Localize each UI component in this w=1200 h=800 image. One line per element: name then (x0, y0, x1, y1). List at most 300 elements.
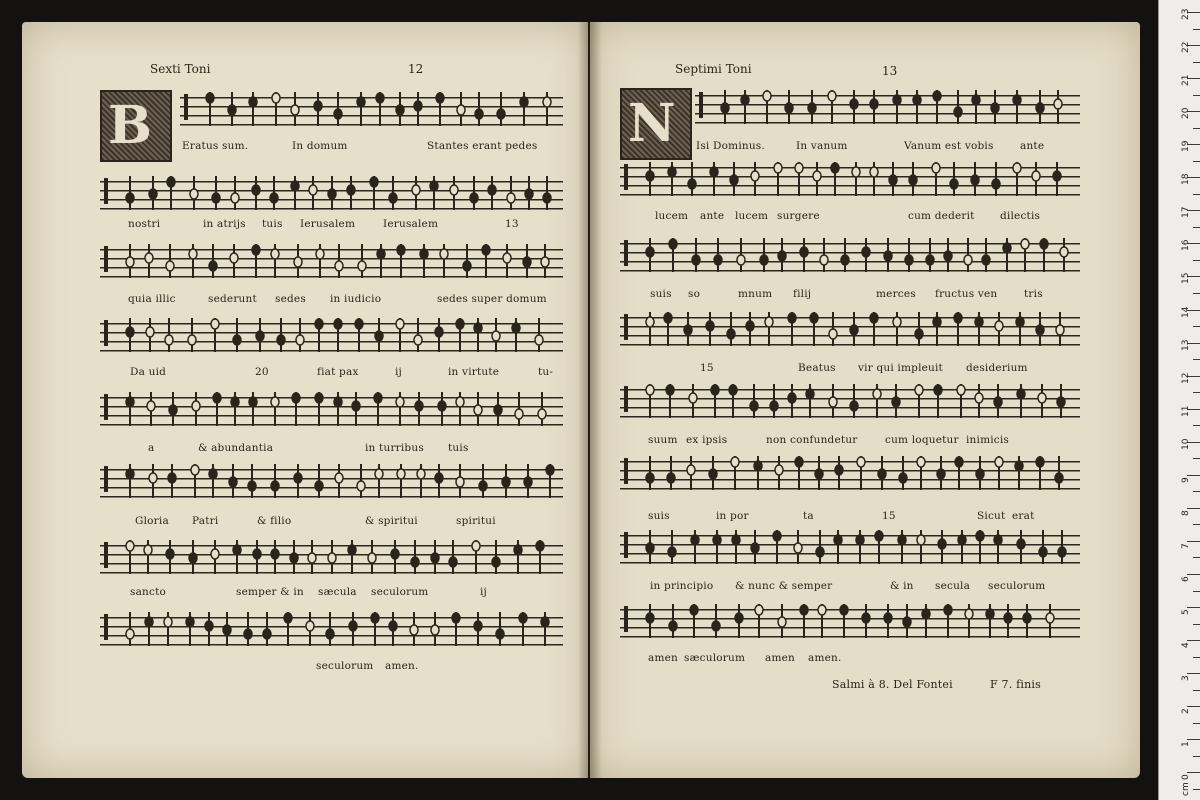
right-staff-4 (620, 310, 1080, 348)
note-mark (668, 162, 676, 196)
note-mark (431, 540, 439, 574)
note-mark (206, 92, 214, 126)
note-mark (374, 392, 382, 426)
note-mark (396, 318, 404, 352)
ruler-number: 22 (1181, 41, 1191, 54)
note-mark (126, 392, 134, 426)
note-mark (252, 176, 260, 210)
ruler-unit: cm (1181, 782, 1191, 796)
note-mark (944, 604, 952, 638)
note-mark (1060, 238, 1068, 272)
left-lyric-1-1: Eratus sum. (182, 140, 249, 152)
note-mark (932, 162, 940, 196)
note-mark (992, 162, 1000, 196)
ruler-tick (1193, 293, 1200, 294)
note-mark (1055, 456, 1063, 490)
note-mark (899, 456, 907, 490)
note-mark (711, 384, 719, 418)
note-mark (435, 464, 443, 498)
right-lyric-7-1: in principio (650, 580, 714, 592)
note-mark (253, 540, 261, 574)
note-mark (870, 90, 878, 124)
note-mark (1046, 604, 1054, 638)
right-staff-5 (620, 382, 1080, 420)
note-mark (1017, 530, 1025, 564)
clef-mark (104, 614, 108, 640)
note-mark (334, 392, 342, 426)
ruler-tick (1193, 194, 1200, 195)
note-mark (873, 384, 881, 418)
note-mark (763, 90, 771, 124)
ruler-number: 10 (1181, 438, 1191, 450)
note-mark (144, 540, 152, 574)
ruler-tick (1193, 260, 1200, 261)
note-mark (126, 244, 134, 278)
right-lyric-6-5: Sicut (977, 510, 1006, 522)
note-mark (292, 392, 300, 426)
note-mark (189, 244, 197, 278)
ruler-number: 8 (1181, 510, 1191, 516)
right-lyric-5-3: non confundetur (766, 434, 858, 446)
left-staff-3 (100, 242, 563, 280)
note-mark (541, 244, 549, 278)
right-lyric-5-5: inimicis (966, 434, 1010, 446)
note-mark (788, 384, 796, 418)
note-mark (291, 176, 299, 210)
note-mark (249, 392, 257, 426)
left-decorated-initial: B (100, 90, 172, 162)
left-staff-7 (100, 538, 563, 576)
note-mark (541, 612, 549, 646)
note-mark (870, 162, 878, 196)
left-lyric-4-6: tu- (538, 366, 554, 378)
note-mark (909, 162, 917, 196)
note-mark (1016, 312, 1024, 346)
clef-mark (624, 240, 628, 266)
ruler-tick (1187, 475, 1200, 476)
ruler-number: 23 (1181, 8, 1191, 20)
left-lyric-4-4: ij (395, 366, 403, 378)
right-lyric-2-1: lucem (655, 210, 689, 222)
note-mark (456, 464, 464, 498)
note-mark (436, 92, 444, 126)
note-mark (358, 244, 366, 278)
note-mark (391, 540, 399, 574)
note-mark (536, 540, 544, 574)
note-mark (456, 318, 464, 352)
note-mark (710, 162, 718, 196)
left-lyric-6-4: & spiritui (365, 515, 418, 527)
note-mark (397, 464, 405, 498)
clef-mark (104, 178, 108, 204)
note-mark (934, 384, 942, 418)
note-mark (991, 90, 999, 124)
note-mark (164, 612, 172, 646)
note-mark (806, 384, 814, 418)
note-mark (884, 604, 892, 638)
note-mark (741, 90, 749, 124)
note-mark (430, 176, 438, 210)
note-mark (431, 612, 439, 646)
note-mark (355, 318, 363, 352)
clef-mark (624, 314, 628, 340)
note-mark (915, 312, 923, 346)
left-lyric-4-2: 20 (255, 366, 269, 378)
note-mark (290, 540, 298, 574)
note-mark (884, 238, 892, 272)
note-mark (472, 540, 480, 574)
note-mark (463, 244, 471, 278)
ruler-tick (1187, 706, 1200, 707)
note-mark (126, 318, 134, 352)
note-mark (666, 384, 674, 418)
note-mark (755, 604, 763, 638)
staff-notes (100, 386, 563, 432)
clef-mark (624, 164, 628, 190)
note-mark (765, 312, 773, 346)
note-mark (828, 90, 836, 124)
note-mark (417, 464, 425, 498)
ruler-tick (1193, 723, 1200, 724)
note-mark (412, 176, 420, 210)
note-mark (856, 530, 864, 564)
note-mark (850, 312, 858, 346)
note-mark (223, 612, 231, 646)
left-lyric-1-2: In domum (292, 140, 348, 152)
note-mark (917, 456, 925, 490)
note-mark (186, 612, 194, 646)
note-mark (452, 612, 460, 646)
note-mark (168, 464, 176, 498)
right-lyric-5-2: ex ipsis (686, 434, 728, 446)
right-lyric-2-4: surgere (777, 210, 820, 222)
note-mark (212, 176, 220, 210)
note-mark (958, 530, 966, 564)
right-page-number: 13 (882, 64, 898, 78)
note-mark (862, 604, 870, 638)
note-mark (438, 392, 446, 426)
ruler-tick (1193, 756, 1200, 757)
note-mark (712, 604, 720, 638)
right-lyric-3-3: mnum (738, 288, 773, 300)
note-mark (735, 604, 743, 638)
ruler-tick (1187, 541, 1200, 542)
ruler-number: 12 (1181, 372, 1191, 384)
note-mark (291, 92, 299, 126)
note-mark (646, 604, 654, 638)
note-mark (470, 176, 478, 210)
note-mark (972, 90, 980, 124)
left-lyric-7-2: semper & in (236, 586, 304, 598)
ruler-tick (1193, 62, 1200, 63)
right-lyric-5-4: cum loquetur (885, 434, 959, 446)
ruler-number: 0 (1181, 774, 1191, 781)
note-mark (778, 238, 786, 272)
note-mark (233, 540, 241, 574)
note-mark (1004, 604, 1012, 638)
clef-mark (699, 92, 703, 118)
ruler-tick (1187, 607, 1200, 608)
right-lyric-3-6: fructus ven (935, 288, 998, 300)
staff-notes (180, 86, 563, 132)
note-mark (496, 612, 504, 646)
book-gutter (578, 22, 602, 778)
note-mark (813, 162, 821, 196)
note-mark (785, 90, 793, 124)
note-mark (1057, 384, 1065, 418)
ruler-number: 9 (1181, 477, 1191, 483)
ruler-number: 6 (1181, 576, 1191, 582)
note-mark (1021, 238, 1029, 272)
left-page-number: 12 (408, 62, 424, 76)
note-mark (795, 162, 803, 196)
note-mark (1054, 90, 1062, 124)
note-mark (646, 384, 654, 418)
note-mark (277, 318, 285, 352)
right-lyric-1-3: Vanum est vobis (904, 140, 994, 152)
note-mark (546, 464, 554, 498)
note-mark (248, 464, 256, 498)
note-mark (308, 540, 316, 574)
note-mark (688, 162, 696, 196)
note-mark (913, 90, 921, 124)
left-lyric-3-2: sederunt (208, 293, 257, 305)
note-mark (870, 312, 878, 346)
left-lyric-5-2: & abundantia (198, 442, 274, 454)
note-mark (684, 312, 692, 346)
clef-mark (624, 386, 628, 412)
right-lyric-7-4: secula (935, 580, 971, 592)
note-mark (515, 392, 523, 426)
note-mark (955, 456, 963, 490)
note-mark (964, 238, 972, 272)
ruler-tick (1193, 491, 1200, 492)
note-mark (818, 604, 826, 638)
staff-notes (100, 238, 563, 284)
ruler-number: 16 (1181, 239, 1191, 252)
note-mark (965, 604, 973, 638)
note-mark (271, 244, 279, 278)
note-mark (982, 238, 990, 272)
right-lyric-6-2: in por (716, 510, 749, 522)
note-mark (893, 90, 901, 124)
note-mark (389, 612, 397, 646)
note-mark (535, 318, 543, 352)
note-mark (165, 318, 173, 352)
note-mark (729, 384, 737, 418)
note-mark (850, 90, 858, 124)
note-mark (328, 176, 336, 210)
clef-mark (104, 320, 108, 346)
clef-mark (104, 246, 108, 272)
note-mark (126, 176, 134, 210)
note-mark (669, 238, 677, 272)
staff-notes (620, 232, 1080, 278)
note-mark (335, 244, 343, 278)
note-mark (829, 384, 837, 418)
left-lyric-8-2: amen. (385, 660, 419, 672)
ruler-tick (1193, 624, 1200, 625)
note-mark (810, 312, 818, 346)
left-staff-5 (100, 390, 563, 428)
right-lyric-8-3: amen (765, 652, 795, 664)
note-mark (1013, 162, 1021, 196)
note-mark (497, 92, 505, 126)
note-mark (1023, 604, 1031, 638)
note-mark (377, 244, 385, 278)
ruler-number: 1 (1181, 741, 1191, 748)
note-mark (167, 176, 175, 210)
note-mark (1036, 312, 1044, 346)
left-lyric-4-3: fiat pax (317, 366, 359, 378)
note-mark (850, 384, 858, 418)
right-lyric-4-2: Beatus (798, 362, 836, 374)
note-mark (995, 312, 1003, 346)
note-mark (903, 604, 911, 638)
ruler-number: 11 (1181, 405, 1191, 417)
note-mark (189, 540, 197, 574)
note-mark (492, 540, 500, 574)
note-mark (231, 392, 239, 426)
note-mark (270, 176, 278, 210)
staff-notes (620, 306, 1080, 352)
left-header: Sexti Toni (150, 62, 211, 76)
right-lyric-2-5: cum dederit (908, 210, 975, 222)
right-lyric-4-4: desiderium (966, 362, 1028, 374)
right-footer-signature: F 7. finis (990, 678, 1041, 691)
note-mark (450, 176, 458, 210)
right-lyric-2-3: lucem (735, 210, 769, 222)
right-lyric-3-2: so (688, 288, 701, 300)
note-mark (352, 392, 360, 426)
note-mark (502, 464, 510, 498)
note-mark (326, 612, 334, 646)
ruler-number: 5 (1181, 609, 1191, 616)
note-mark (926, 238, 934, 272)
note-mark (646, 312, 654, 346)
staff-notes (620, 156, 1080, 202)
note-mark (294, 244, 302, 278)
ruler-number: 4 (1181, 642, 1191, 649)
right-decorated-initial: N (620, 88, 692, 160)
note-mark (488, 176, 496, 210)
left-staff-6 (100, 462, 563, 500)
note-mark (375, 464, 383, 498)
right-lyric-1-2: In vanum (796, 140, 848, 152)
note-mark (169, 392, 177, 426)
note-mark (800, 238, 808, 272)
ruler-tick (1187, 508, 1200, 509)
note-mark (714, 238, 722, 272)
note-mark (727, 312, 735, 346)
right-staff-1 (695, 88, 1080, 126)
note-mark (256, 318, 264, 352)
clef-mark (104, 466, 108, 492)
right-staff-7 (620, 528, 1080, 566)
note-mark (841, 238, 849, 272)
ruler-tick (1193, 690, 1200, 691)
staff-notes (620, 524, 1080, 570)
note-mark (146, 318, 154, 352)
note-mark (1056, 312, 1064, 346)
note-mark (1036, 456, 1044, 490)
note-mark (475, 92, 483, 126)
note-mark (834, 530, 842, 564)
left-lyric-4-5: in virtute (448, 366, 500, 378)
note-mark (328, 540, 336, 574)
left-lyric-3-1: quia illic (128, 293, 176, 305)
note-mark (646, 530, 654, 564)
note-mark (933, 90, 941, 124)
left-lyric-3-5: sedes super domum (437, 293, 547, 305)
right-lyric-3-7: tris (1024, 288, 1043, 300)
note-mark (917, 530, 925, 564)
ruler-number: 21 (1181, 74, 1191, 87)
note-mark (543, 176, 551, 210)
clef-mark (624, 532, 628, 558)
note-mark (420, 244, 428, 278)
note-mark (370, 176, 378, 210)
right-lyric-6-4: 15 (882, 510, 896, 522)
note-mark (1053, 162, 1061, 196)
note-mark (512, 318, 520, 352)
note-mark (126, 540, 134, 574)
note-mark (1058, 530, 1066, 564)
note-mark (371, 612, 379, 646)
right-lyric-7-5: seculorum (988, 580, 1046, 592)
note-mark (788, 312, 796, 346)
ruler-tick (1187, 673, 1200, 674)
note-mark (335, 464, 343, 498)
staff-notes (695, 84, 1080, 130)
note-mark (309, 176, 317, 210)
note-mark (831, 162, 839, 196)
note-mark (414, 92, 422, 126)
right-lyric-3-1: suis (650, 288, 672, 300)
note-mark (835, 456, 843, 490)
note-mark (669, 604, 677, 638)
left-lyric-7-5: ij (480, 586, 488, 598)
ruler-tick (1193, 789, 1200, 790)
note-mark (687, 456, 695, 490)
ruler-number: 3 (1181, 675, 1191, 682)
note-mark (191, 464, 199, 498)
note-mark (389, 176, 397, 210)
note-mark (294, 464, 302, 498)
note-mark (306, 612, 314, 646)
note-mark (397, 244, 405, 278)
left-lyric-3-4: in iudicio (330, 293, 382, 305)
right-lyric-4-1: 15 (700, 362, 714, 374)
note-mark (514, 540, 522, 574)
right-lyric-8-2: sæculorum (684, 652, 746, 664)
note-mark (1039, 530, 1047, 564)
note-mark (775, 456, 783, 490)
note-mark (975, 384, 983, 418)
note-mark (986, 604, 994, 638)
ruler-number: 20 (1181, 107, 1191, 120)
note-mark (314, 92, 322, 126)
note-mark (249, 92, 257, 126)
note-mark (231, 176, 239, 210)
right-lyric-6-1: suis (648, 510, 670, 522)
left-lyric-7-1: sancto (130, 586, 167, 598)
right-lyric-2-2: ante (700, 210, 725, 222)
right-staff-6 (620, 454, 1080, 492)
ruler-number: 2 (1181, 708, 1191, 715)
note-mark (479, 464, 487, 498)
note-mark (244, 612, 252, 646)
